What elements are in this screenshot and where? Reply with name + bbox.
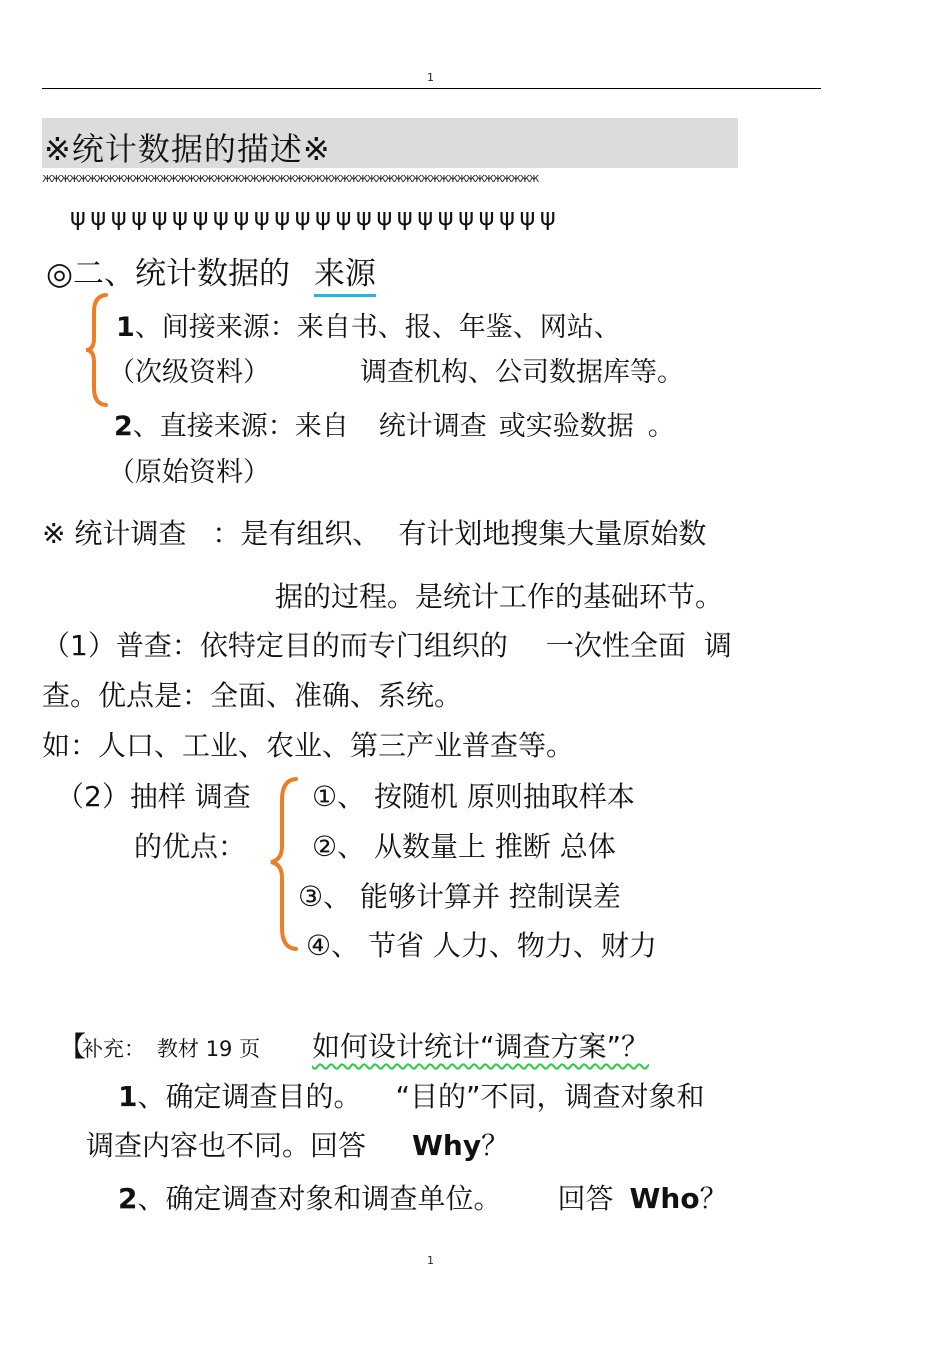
section-heading-highlight: 来源: [314, 256, 376, 297]
step1-text-b: “目的”不同，调查对象和: [395, 1080, 705, 1113]
supplement-ref: 教材 19 页: [157, 1037, 261, 1061]
page-title: ※统计数据的描述※: [44, 130, 331, 168]
sampling-item-4: ④、 节省 人力、物力、财力: [306, 929, 657, 962]
step1-text-a: 、确定调查目的。: [137, 1080, 362, 1113]
step1-num: 1: [118, 1080, 138, 1113]
sampling-item-3: ③、 能够计算并 控制误差: [298, 880, 621, 913]
page-number-bottom: 1: [427, 1254, 434, 1267]
survey-term: ※ 统计调查: [42, 517, 187, 550]
census-line1: [42, 624, 732, 664]
step1-why: Why: [412, 1129, 482, 1162]
direct-source-survey: 统计调查: [378, 411, 487, 442]
indirect-source-text2: 调查机构、公司数据库等。: [360, 357, 684, 388]
page-number-top: 1: [427, 71, 434, 84]
step1-line2-text: 调查内容也不同。回答: [86, 1129, 367, 1162]
header-rule: [42, 88, 821, 89]
direct-source-line: [114, 404, 675, 443]
survey-definition-line2: 据的过程。是统计工作的基础环节。: [275, 580, 724, 613]
direct-source-num: 2: [114, 411, 133, 442]
indirect-source-line: [116, 305, 621, 344]
census-line3: 如：人口、工业、农业、第三产业普查等。: [42, 729, 575, 762]
census-onetime: 一次性全面: [545, 629, 686, 662]
direct-source-experiment: 或实验数据: [498, 411, 634, 442]
supplement-bracket: 【: [58, 1030, 87, 1063]
supplement-label: 补充：: [82, 1037, 146, 1061]
census-label: （1）普查：依特定目的而专门组织的: [42, 629, 508, 662]
step1-line1: [118, 1075, 705, 1115]
left-brace-sampling: [268, 776, 302, 952]
survey-def-b: 有计划地搜集大量原始数: [398, 517, 707, 550]
supplement-line: [58, 1025, 260, 1065]
step1-line2: [86, 1124, 509, 1164]
direct-source-sub: （原始资料）: [108, 457, 270, 488]
section-heading: [46, 248, 376, 293]
sampling-label-1: （2）抽样 调查: [56, 780, 251, 813]
sampling-label-2: 的优点：: [134, 830, 247, 863]
step2-q: ？: [699, 1182, 728, 1215]
direct-source-end: 。: [647, 411, 675, 442]
step2-text-a: 、确定调查对象和调查单位。: [137, 1182, 502, 1215]
section-heading-prefix: ◎二、统计数据的: [46, 256, 291, 292]
sampling-item-2: ②、 从数量上 推断 总体: [312, 830, 616, 863]
left-brace-sources: [84, 292, 110, 408]
survey-definition-line1: [42, 512, 706, 552]
survey-def-a: ：是有组织、: [212, 517, 381, 550]
supplement-question: 如何设计统计“调查方案”？: [312, 1030, 650, 1063]
step2-num: 2: [118, 1182, 138, 1215]
census-line2: 查。优点是：全面、准确、系统。: [42, 679, 463, 712]
sampling-item-1: ①、 按随机 原则抽取样本: [312, 780, 635, 813]
decor-pattern: жжжжжжжжжжжжжжжжжжжжжжжжжжжжжжжжжжжжжжжжжжжжжжжжжжжжжжж: [42, 171, 538, 185]
step2-line: [118, 1177, 728, 1217]
direct-source-text: 、直接来源：来自: [132, 411, 349, 442]
step2-text-b: 回答: [557, 1182, 614, 1215]
psi-decor-row: ψψψψψψψψψψψψψψψψψψψψψψψψ: [70, 203, 561, 231]
indirect-source-sub: （次级资料）: [108, 357, 270, 388]
step1-q: ？: [481, 1129, 510, 1162]
census-tail: 调: [703, 629, 732, 662]
indirect-source-num: 1: [116, 312, 135, 343]
step2-who: Who: [629, 1182, 700, 1215]
indirect-source-text: 、间接来源：来自书、报、年鉴、网站、: [134, 312, 621, 343]
